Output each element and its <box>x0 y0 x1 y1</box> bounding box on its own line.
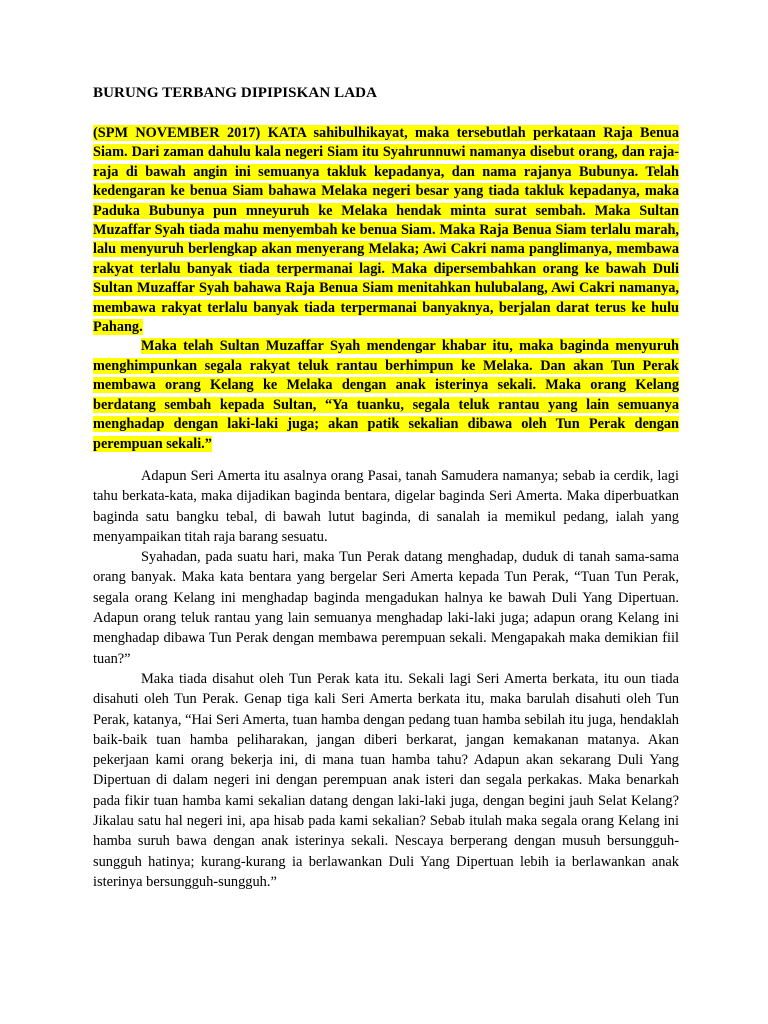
body-text <box>93 466 679 892</box>
highlighted-text: Maka telah Sultan Muzaffar Syah mendengar khabar itu, maka baginda menyuruh menghimpunkan segala rakyat teluk rantau berhimpun ke Melaka. Dan akan Tun Perak membawa orang Kelang ke Melaka dengan anak isterinya sekali. Maka orang Kelang berdatang sembah kepada Sultan, “Ya tuanku, segala teluk rantau yang lain semuanya menghadap dengan laki-laki juga; akan patik sekalian dibawa oleh Tun Perak dengan perempuan sekali.” <box>93 338 679 452</box>
highlighted-passage <box>93 124 679 454</box>
paragraph: Maka tiada disahut oleh Tun Perak kata itu. Sekali lagi Seri Amerta berkata, itu oun tiada disahuti oleh Tun Perak. Genap tiga kali Seri Amerta berkata itu, maka barulah disahuti oleh Tun Perak, katanya, “Hai Seri Amerta, tuan hamba dengan pedang tuan hamba sebilah itu juga, hendaklah baik-baik tuan hamba peliharakan, jangan diberi berkarat, jangan kemakanan matanya. Akan pekerjaan kami orang bekerja ini, di mana tuan hamba tahu? Adapun akan sekarang Duli Yang Dipertuan di dalam negeri ini dengan perempuan anak isteri dan segala perkakas. Maka benarkah pada fikir tuan hamba kami sekalian datang dengan laki-laki juga, dengan begini jauh Selat Kelang? Jikalau satu hal negeri ini, apa hisab pada kami sekalian? Sebab itulah maka segala orang Kelang ini hamba suruh bawa dengan anak isterinya sekali. Nescaya berperang dengan musuh bersungguh-sungguh hatinya; kurang-kurang ia berlawankan Duli Yang Dipertuan lebih ia berlawankan anak isterinya bersungguh-sungguh.” <box>93 670 679 890</box>
highlighted-paragraph <box>93 124 679 337</box>
paragraph: Adapun Seri Amerta itu asalnya orang Pasai, tanah Samudera namanya; sebab ia cerdik, lagi tahu berkata-kata, maka dijadikan baginda bentara, digelar baginda Seri Amerta. Maka diperbuatkan baginda satu bangku tebal, di bawah lutut baginda, di sanalah ia memikul pedang, ialah yang menyampaikan titah raja barang sesuatu. <box>93 468 679 545</box>
document-title: BURUNG TERBANG DIPIPISKAN LADA <box>93 85 378 101</box>
highlighted-paragraph <box>93 337 679 453</box>
highlighted-text: (SPM NOVEMBER 2017) KATA sahibulhikayat, maka tersebutlah perkataan Raja Benua Siam. Dari zaman dahulu kala negeri Siam itu Syahrunnuwi namanya disebut orang, dan raja-raja di bawah angin ini semuanya takluk kepadanya, dan nama rajanya Bubunya. Telah kedengaran ke benua Siam bahawa Melaka negeri besar yang tiada takluk kepadanya, maka Paduka Bubunya pun mneyuruh ke Melaka hendak minta surat sembah. Maka Sultan Muzaffar Syah tiada mahu menyembah ke benua Siam. Maka Raja Benua Siam terlalu marah, lalu menyuruh berlengkap akan menyerang Melaka; Awi Cakri nama panglimanya, membawa rakyat terlalu banyak tiada terpermanai lagi. Maka dipersembahkan orang ke bawah Duli Sultan Muzaffar Syah bahawa Raja Benua Siam menitahkan hulubalang, Awi Cakri namanya, membawa rakyat terlalu banyak tiada terpermanai banyaknya, berjalan darat terus ke hulu Pahang. <box>93 125 679 336</box>
paragraph: Syahadan, pada suatu hari, maka Tun Perak datang menghadap, duduk di tanah sama-sama orang banyak. Maka kata bentara yang bergelar Seri Amerta kepada Tun Perak, “Tuan Tun Perak, segala orang Kelang ini menghadap baginda mengadukan halnya ke bawah Duli Yang Dipertuan. Adapun orang teluk rantau yang lain semuanya menghadap laki-laki juga; adapun orang Kelang ini menghadap dibawa Tun Perak dengan membawa perempuan sekali. Mengapakah maka demikian fiil tuan?” <box>93 549 679 667</box>
